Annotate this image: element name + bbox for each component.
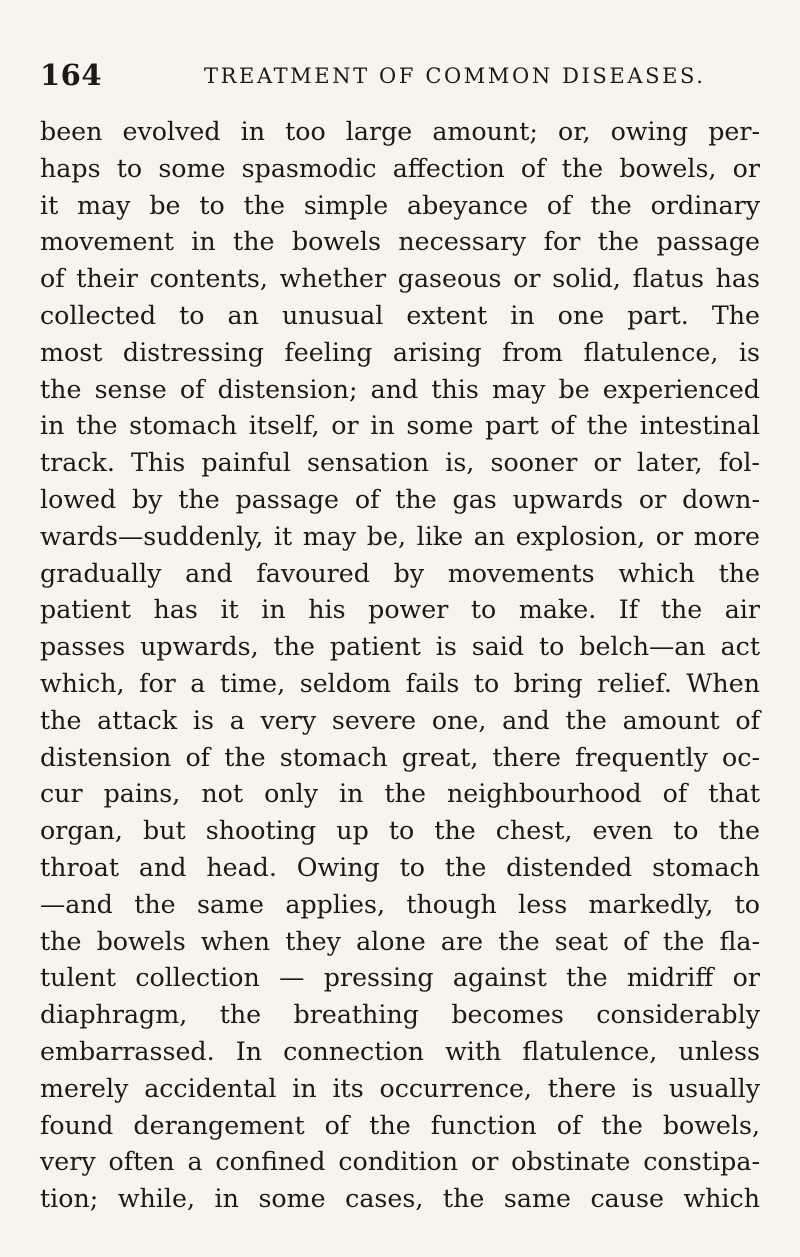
text-line: haps to some spasmodic affection of the bowels, or — [40, 153, 760, 183]
text-line: been evolved in too large amount; or, owing per- — [40, 117, 760, 146]
text-line: passes upwards, the patient is said to belch—an act — [40, 632, 760, 662]
text-line: lowed by the passage of the gas upwards or down- — [40, 484, 760, 514]
text-line: embarrassed. In connection with flatulence, unless — [40, 1036, 760, 1066]
text-line: patient has it in his power to make. If the air — [40, 595, 760, 625]
text-line: found derangement of the function of the bowels, — [40, 1110, 760, 1140]
text-line: organ, but shooting up to the chest, even to the — [40, 816, 760, 846]
text-line: distension of the stomach great, there frequently oc- — [40, 742, 760, 772]
text-line: collected to an unusual extent in one part. The — [40, 300, 760, 330]
text-line: in the stomach itself, or in some part of the intestinal — [40, 411, 760, 441]
text-line: most distressing feeling arising from flatulence, is — [40, 337, 760, 367]
text-line: diaphragm, the breathing becomes considerably — [40, 1000, 760, 1030]
body-text — [40, 114, 760, 1218]
text-line: the bowels when they alone are the seat of the fla- — [40, 926, 760, 956]
text-line: wards—suddenly, it may be, like an explosion, or more — [40, 521, 760, 551]
text-line: cur pains, not only in the neighbourhood of that — [40, 779, 760, 809]
text-line: very often a confined condition or obstinate constipa- — [40, 1147, 760, 1177]
text-line: the sense of distension; and this may be experienced — [40, 374, 760, 404]
text-line: the attack is a very severe one, and the amount of — [40, 705, 760, 735]
text-line: movement in the bowels necessary for the passage — [40, 227, 760, 257]
text-line: throat and head. Owing to the distended stomach — [40, 852, 760, 882]
text-line: —and the same applies, though less markedly, to — [40, 889, 760, 919]
text-line: tulent collection — pressing against the midriff or — [40, 963, 760, 993]
text-line: it may be to the simple abeyance of the ordinary — [40, 190, 760, 220]
text-line: merely accidental in its occurrence, there is usually — [40, 1073, 760, 1103]
text-line: of their contents, whether gaseous or solid, flatus has — [40, 264, 760, 294]
page-number: 164 — [40, 58, 103, 92]
text-line: track. This painful sensation is, sooner or later, fol- — [40, 448, 760, 478]
text-line: gradually and favoured by movements which the — [40, 558, 760, 588]
text-line: which, for a time, seldom fails to bring relief. When — [40, 668, 760, 698]
running-head — [40, 58, 760, 98]
text-line: tion; while, in some cases, the same cause which — [40, 1184, 760, 1214]
running-title: TREATMENT OF COMMON DISEASES. — [204, 64, 706, 88]
